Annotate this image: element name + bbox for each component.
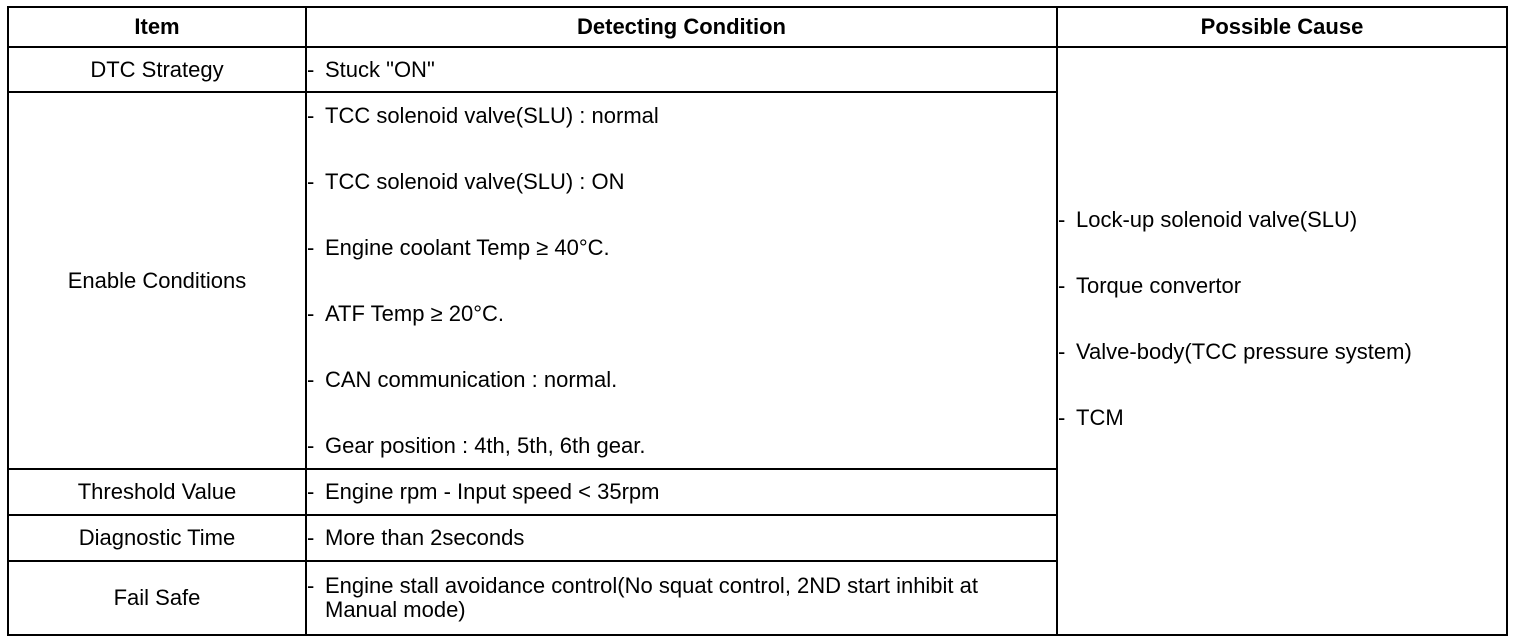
list-item xyxy=(1058,208,1506,232)
list-item xyxy=(1058,340,1506,364)
item-dtc-strategy: DTC Strategy xyxy=(8,47,306,92)
list-item xyxy=(307,236,1056,260)
condition-text: ATF Temp ≥ 20°C. xyxy=(325,300,504,326)
header-item: Item xyxy=(8,7,306,47)
item-diagnostic-time: Diagnostic Time xyxy=(8,515,306,561)
header-row xyxy=(8,7,1507,47)
condition-text: Engine stall avoidance control(No squat control, 2ND start inhibit at Manual mode) xyxy=(325,572,979,622)
list-item xyxy=(307,302,1056,326)
dash-mark: - xyxy=(307,478,315,504)
header-detecting-condition: Detecting Condition xyxy=(306,7,1057,47)
dash-mark: - xyxy=(307,168,315,194)
list-item xyxy=(1058,406,1506,430)
item-fail-safe: Fail Safe xyxy=(8,561,306,635)
condition-text: Engine rpm - Input speed < 35rpm xyxy=(325,478,660,504)
condition-text: More than 2seconds xyxy=(325,524,525,550)
dash-mark: - xyxy=(307,524,315,550)
dash-mark: - xyxy=(1058,273,1066,298)
dash-mark: - xyxy=(1058,207,1066,232)
condition-text: CAN communication : normal. xyxy=(325,366,618,392)
condition-text: TCC solenoid valve(SLU) : normal xyxy=(325,102,659,128)
item-enable-conditions: Enable Conditions xyxy=(8,92,306,469)
dash-mark: - xyxy=(307,102,315,128)
dash-mark: - xyxy=(307,366,315,392)
condition-enable-conditions xyxy=(306,92,1057,469)
list-item xyxy=(307,104,1056,128)
cause-text: Valve-body(TCC pressure system) xyxy=(1076,339,1412,364)
condition-text: Gear position : 4th, 5th, 6th gear. xyxy=(325,432,646,458)
dash-mark: - xyxy=(307,300,315,326)
dash-mark: - xyxy=(307,572,315,598)
cause-text: Lock-up solenoid valve(SLU) xyxy=(1076,207,1358,232)
possible-cause-cell xyxy=(1057,47,1507,635)
list-item xyxy=(307,434,1056,458)
item-threshold-value: Threshold Value xyxy=(8,469,306,514)
condition-diagnostic-time xyxy=(306,515,1057,561)
dash-mark: - xyxy=(1058,405,1066,430)
condition-threshold-value xyxy=(306,469,1057,514)
row-dtc-strategy xyxy=(8,47,1507,92)
condition-text: Stuck "ON" xyxy=(325,56,435,82)
dash-mark: - xyxy=(307,56,315,82)
condition-dtc-strategy xyxy=(306,47,1057,92)
list-item xyxy=(307,170,1056,194)
condition-fail-safe xyxy=(306,561,1057,635)
dash-mark: - xyxy=(307,432,315,458)
cause-text: TCM xyxy=(1076,405,1124,430)
list-item xyxy=(307,368,1056,392)
dash-mark: - xyxy=(1058,339,1066,364)
dtc-table xyxy=(7,6,1508,636)
possible-cause-list xyxy=(1058,208,1506,430)
cause-text: Torque convertor xyxy=(1076,273,1242,298)
dash-mark: - xyxy=(307,234,315,260)
list-item xyxy=(1058,274,1506,298)
condition-text: TCC solenoid valve(SLU) : ON xyxy=(325,168,625,194)
condition-text: Engine coolant Temp ≥ 40°C. xyxy=(325,234,610,260)
header-possible-cause: Possible Cause xyxy=(1057,7,1507,47)
enable-conditions-list xyxy=(307,104,1056,458)
